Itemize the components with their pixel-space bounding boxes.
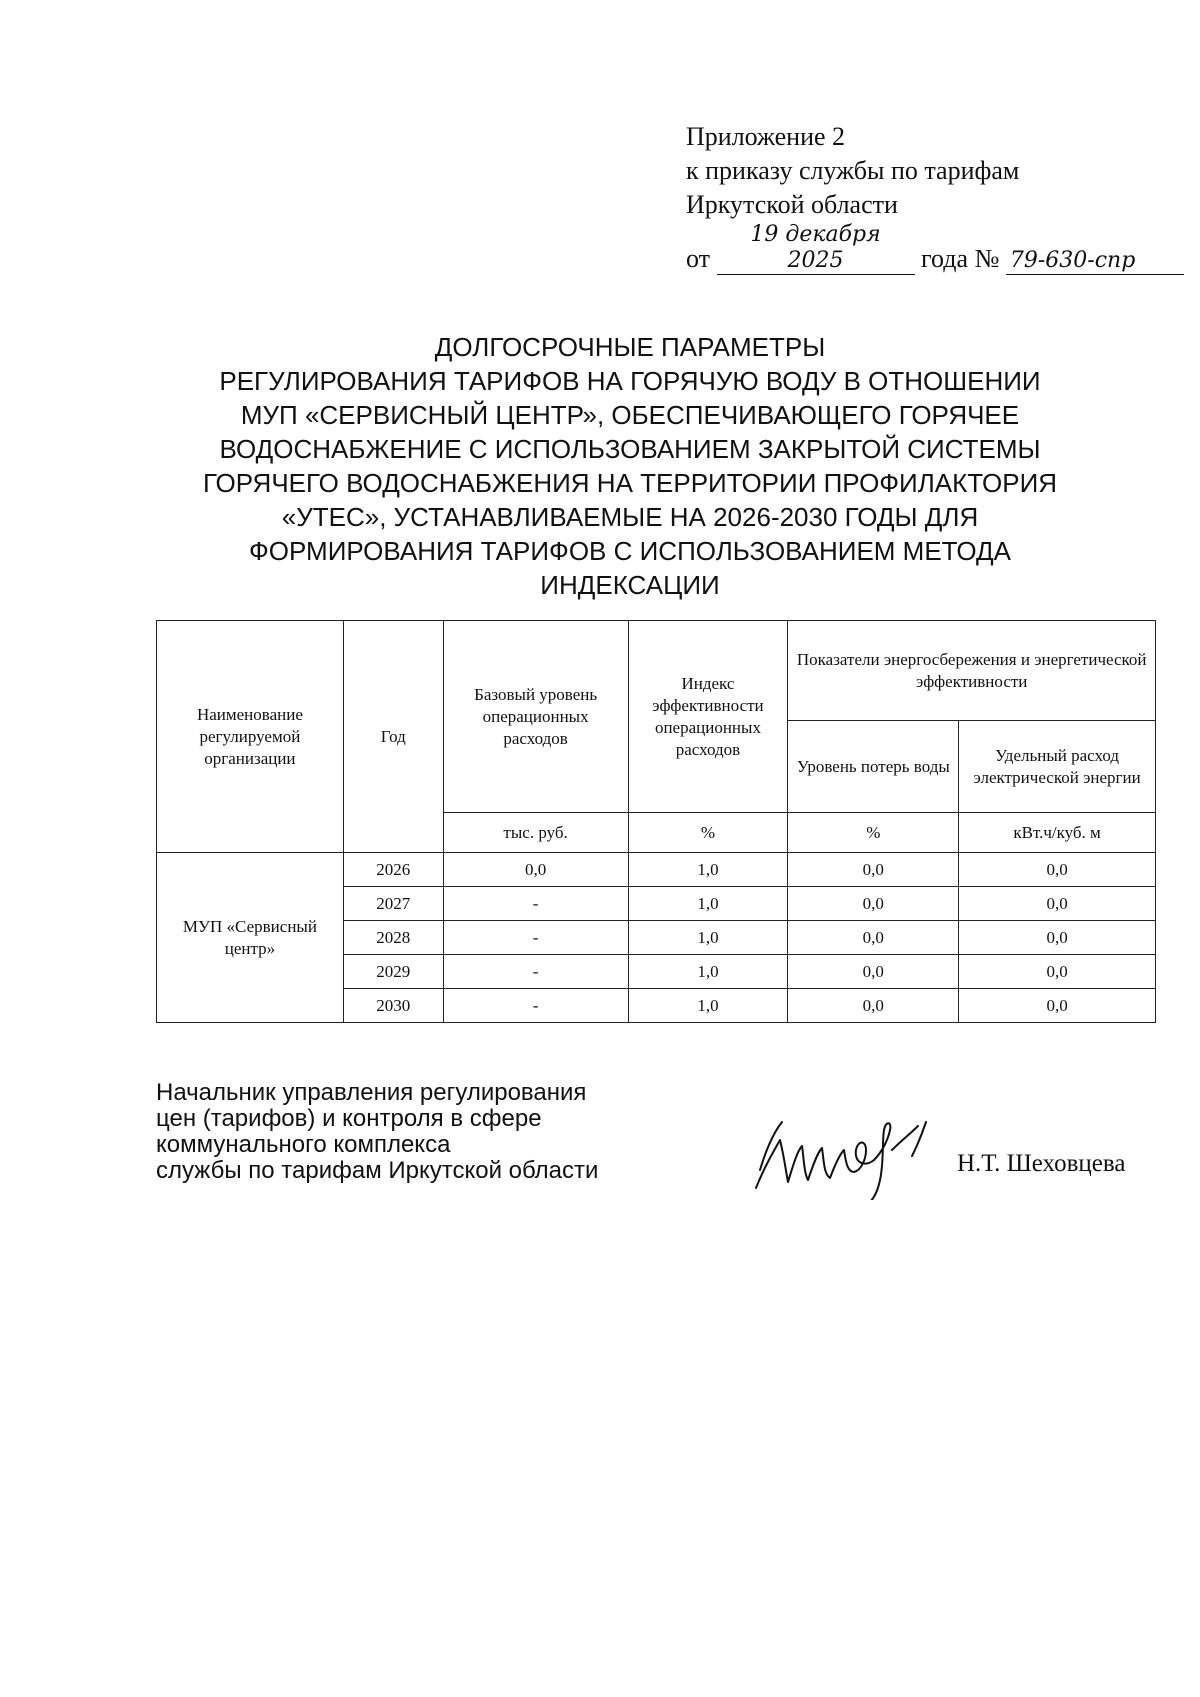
table-row	[157, 853, 1156, 887]
cell-water-loss: 0,0	[788, 853, 959, 887]
cell-base-level: -	[443, 921, 628, 955]
cell-water-loss: 0,0	[788, 955, 959, 989]
document-title	[200, 330, 1060, 602]
title-line: ВОДОСНАБЖЕНИЕ С ИСПОЛЬЗОВАНИЕМ ЗАКРЫТОЙ СИСТЕМЫ	[219, 434, 1041, 464]
appendix-line-1: Приложение 2	[686, 122, 846, 151]
title-line: МУП «СЕРВИСНЫЙ ЦЕНТР», ОБЕСПЕЧИВАЮЩЕГО ГОРЯЧЕЕ	[240, 400, 1020, 430]
signer-position-line: службы по тарифам Иркутской области	[156, 1157, 599, 1184]
cell-electric: 0,0	[959, 955, 1156, 989]
unit-water-loss: %	[788, 813, 959, 853]
year-number-label: года №	[921, 244, 1000, 273]
handwritten-signature	[742, 1110, 952, 1200]
header-year: Год	[343, 621, 443, 853]
header-electric-consumption: Удельный расход электрической энергии	[959, 721, 1156, 813]
cell-base-level: -	[443, 989, 628, 1023]
title-line: РЕГУЛИРОВАНИЯ ТАРИФОВ НА ГОРЯЧУЮ ВОДУ В ОТНОШЕНИИ	[219, 366, 1041, 396]
cell-year: 2029	[343, 955, 443, 989]
cell-index: 1,0	[628, 989, 788, 1023]
from-label: от	[686, 244, 711, 273]
handwritten-date: 19 декабря 2025	[717, 222, 915, 275]
cell-year: 2030	[343, 989, 443, 1023]
cell-index: 1,0	[628, 955, 788, 989]
appendix-line-2: к приказу службы по тарифам	[686, 156, 1020, 185]
header-organization: Наименование регулируемой организации	[157, 621, 344, 853]
cell-base-level: -	[443, 955, 628, 989]
cell-index: 1,0	[628, 921, 788, 955]
signer-position-line: цен (тарифов) и контроля в сфере	[156, 1105, 542, 1132]
cell-water-loss: 0,0	[788, 887, 959, 921]
cell-index: 1,0	[628, 853, 788, 887]
appendix-header	[686, 120, 1184, 276]
cell-electric: 0,0	[959, 921, 1156, 955]
unit-index: %	[628, 813, 788, 853]
header-efficiency-index: Индекс эффективности операционных расходов	[628, 621, 788, 813]
appendix-date-line	[686, 222, 1184, 276]
signer-position-line: коммунального комплекса	[156, 1131, 451, 1158]
unit-electric: кВт.ч/куб. м	[959, 813, 1156, 853]
organization-name: МУП «Сервисный центр»	[157, 853, 344, 1023]
title-line: ГОРЯЧЕГО ВОДОСНАБЖЕНИЯ НА ТЕРРИТОРИИ ПРОФИЛАКТОРИЯ	[202, 468, 1058, 498]
parameters-table	[156, 620, 1156, 1023]
header-water-loss: Уровень потерь воды	[788, 721, 959, 813]
cell-electric: 0,0	[959, 853, 1156, 887]
handwritten-order-number: 79-630-спр	[1006, 248, 1184, 275]
appendix-line-3: Иркутской области	[686, 190, 898, 219]
title-line: ИНДЕКСАЦИИ	[540, 570, 720, 600]
cell-base-level: -	[443, 887, 628, 921]
signer-name: Н.Т. Шеховцева	[957, 1150, 1126, 1177]
signer-position-line: Начальник управления регулирования	[156, 1079, 587, 1106]
signer-position	[156, 1080, 598, 1184]
cell-year: 2027	[343, 887, 443, 921]
cell-index: 1,0	[628, 887, 788, 921]
header-base-level: Базовый уровень операционных расходов	[443, 621, 628, 813]
cell-electric: 0,0	[959, 887, 1156, 921]
cell-water-loss: 0,0	[788, 921, 959, 955]
cell-base-level: 0,0	[443, 853, 628, 887]
cell-year: 2026	[343, 853, 443, 887]
cell-year: 2028	[343, 921, 443, 955]
table-header-row	[157, 621, 1156, 721]
cell-electric: 0,0	[959, 989, 1156, 1023]
title-line: «УТЕС», УСТАНАВЛИВАЕМЫЕ НА 2026-2030 ГОДЫ ДЛЯ	[281, 502, 979, 532]
unit-base-level: тыс. руб.	[443, 813, 628, 853]
cell-water-loss: 0,0	[788, 989, 959, 1023]
title-line: ДОЛГОСРОЧНЫЕ ПАРАМЕТРЫ	[434, 332, 826, 362]
title-line: ФОРМИРОВАНИЯ ТАРИФОВ С ИСПОЛЬЗОВАНИЕМ МЕТОДА	[249, 536, 1011, 566]
header-energy-group: Показатели энергосбережения и энергетической эффективности	[788, 621, 1156, 721]
